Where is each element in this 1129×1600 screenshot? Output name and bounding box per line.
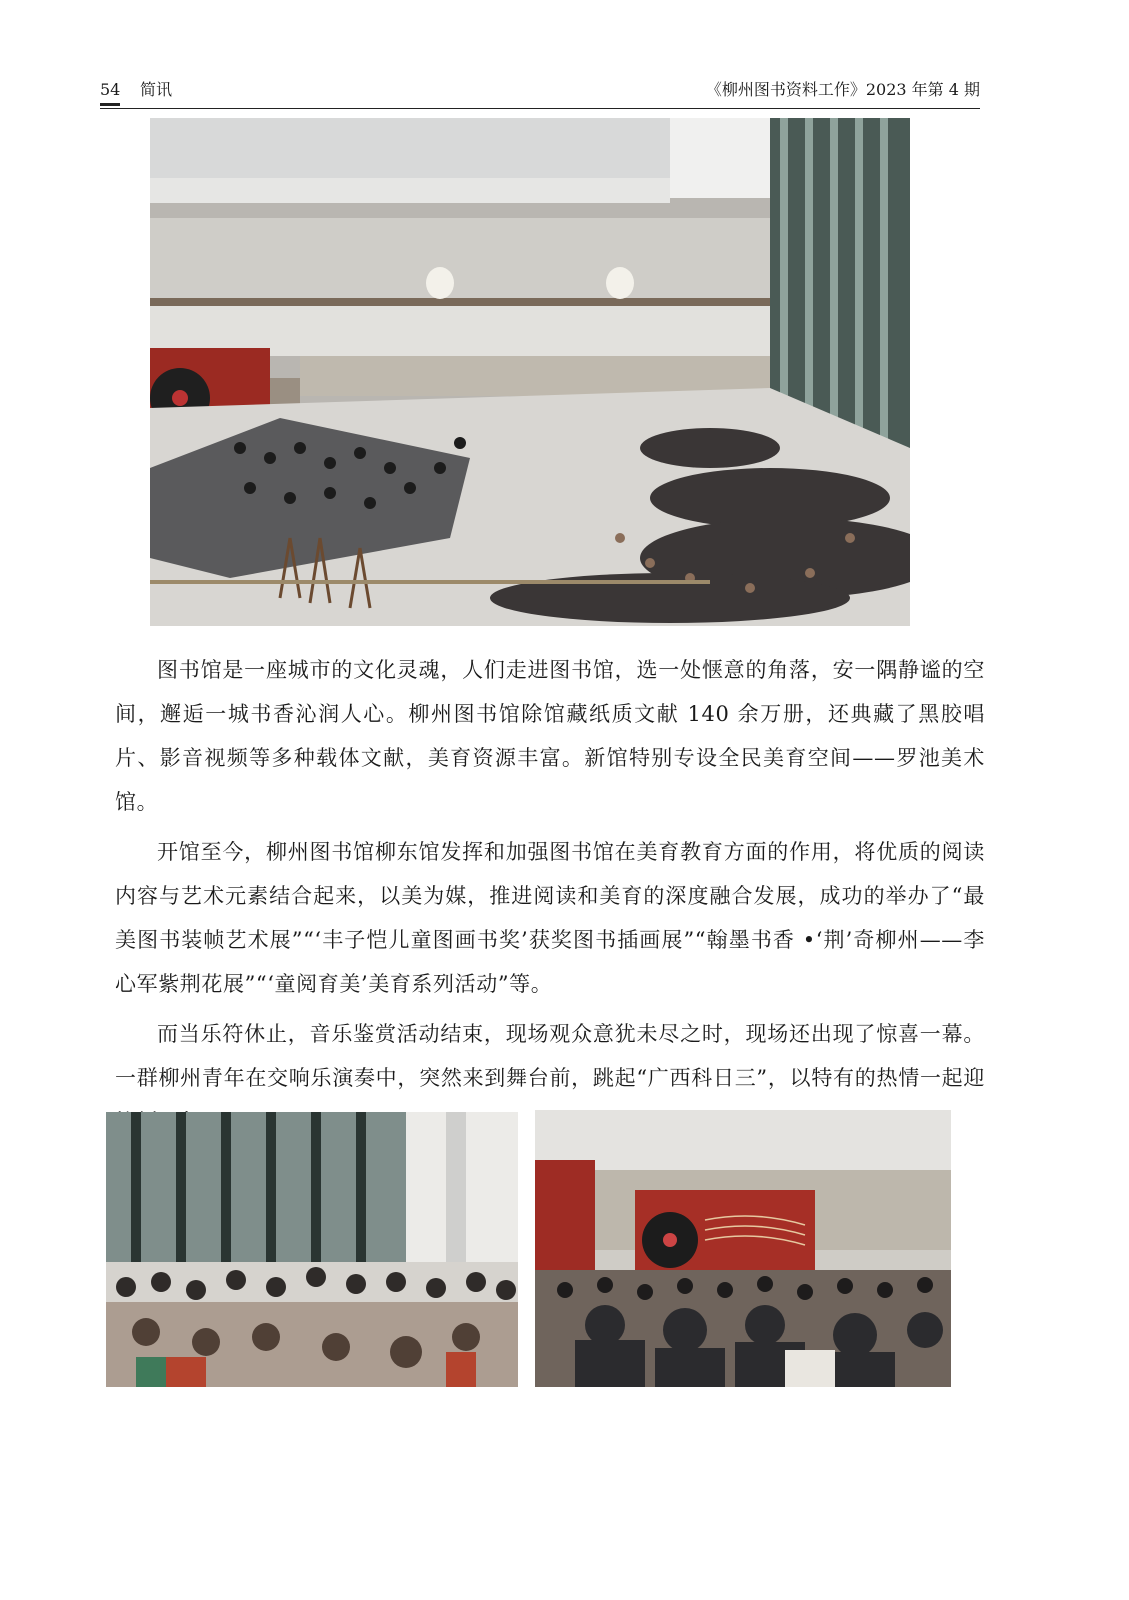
paragraph-3: 而当乐符休止，音乐鉴赏活动结束，现场观众意犹未尽之时，现场还出现了惊喜一幕。一群柳州青年在交响乐演奏中，突然来到舞台前，跳起“广西科日三”，以特有的热情一起迎 xyxy=(115,1022,985,1090)
section-title: 简讯 xyxy=(140,80,173,99)
orchestra-atrium-photo xyxy=(150,118,910,626)
page-number: 54 xyxy=(100,80,120,106)
orchestra-stage-photo xyxy=(535,1110,951,1387)
journal-title: 《柳州图书资料工作》2023 年第 4 期 xyxy=(705,80,980,99)
article-body xyxy=(115,648,985,1150)
audience-clapping-photo xyxy=(106,1112,518,1387)
audience-photo xyxy=(106,1112,518,1387)
paragraph-1: 图书馆是一座城市的文化灵魂，人们走进图书馆，选一处惬意的角落，安一隅静谧的空间，邂逅一城书香沁润人心。柳州图书馆除馆藏纸质文献 140 余万册，还典藏了黑胶唱片、影音视频等多种载体文献，美育资源丰富。新馆特别专设全民美育空间——罗池美术馆。 xyxy=(115,658,985,814)
concert-hall-photo xyxy=(150,118,910,626)
running-header xyxy=(100,80,980,109)
orchestra-stage-photo-art xyxy=(535,1110,951,1387)
paragraph-2: 开馆至今，柳州图书馆柳东馆发挥和加强图书馆在美育教育方面的作用，将优质的阅读内容与艺术元素结合起来，以美为媒，推进阅读和美育的深度融合发展，成功的举办了“最美图书装帧艺术展”“‘丰子恺儿童图画书奖’获奖图书插画展”“翰墨书香 •‘荆’奇柳州——李心军紫荆花展”“‘童阅育美’美育系列活动”等。 xyxy=(115,840,985,996)
